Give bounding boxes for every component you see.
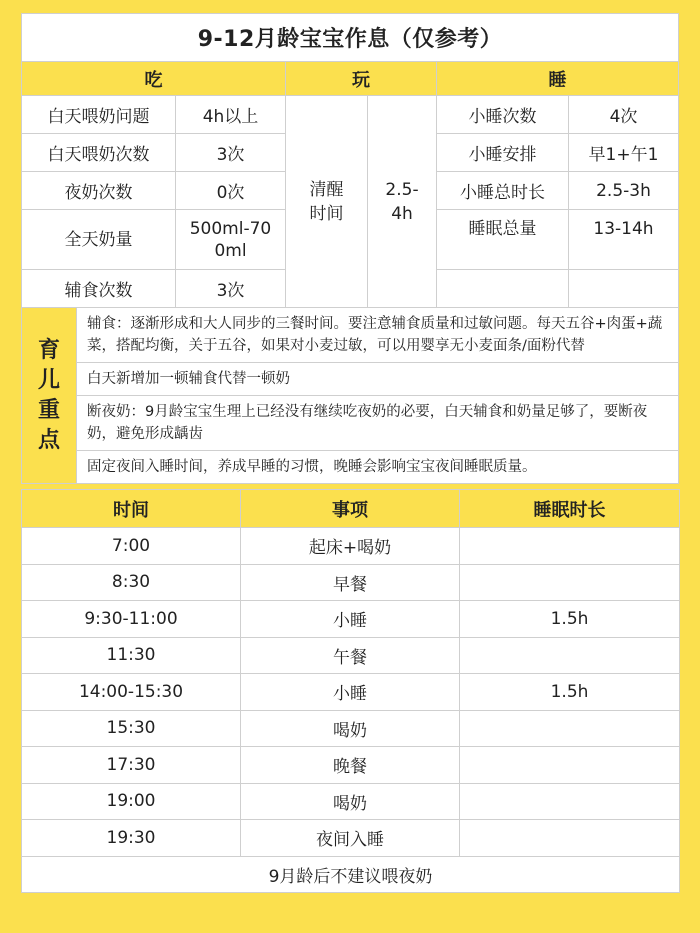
- item-cell: 早餐: [241, 564, 460, 601]
- time-cell: 14:00-15:30: [22, 674, 241, 711]
- parenting-focus-section: [21, 308, 679, 484]
- time-header: 时间: [22, 490, 241, 528]
- table-row: [22, 528, 680, 565]
- eat-label: 白天喂奶问题: [22, 96, 176, 134]
- sleep-cell: 1.5h: [460, 674, 680, 711]
- table-row: [22, 637, 680, 674]
- sleep-header: 睡: [437, 62, 679, 96]
- item-cell: 起床+喝奶: [241, 528, 460, 565]
- time-cell: 8:30: [22, 564, 241, 601]
- time-cell: 9:30-11:00: [22, 601, 241, 638]
- eat-value: 3次: [176, 270, 286, 308]
- schedule-header-row: [22, 490, 680, 528]
- item-cell: 喝奶: [241, 710, 460, 747]
- table-row: [22, 96, 679, 134]
- sleep-label: 睡眠总量: [437, 210, 569, 270]
- table-row: [22, 783, 680, 820]
- table-row: [22, 747, 680, 784]
- focus-item: 白天新增加一顿辅食代替一顿奶: [77, 363, 678, 396]
- eat-label: 夜奶次数: [22, 172, 176, 210]
- sleep-empty-cell: [569, 270, 679, 308]
- item-cell: 夜间入睡: [241, 820, 460, 857]
- eat-value: 3次: [176, 134, 286, 172]
- eat-label: 白天喂奶次数: [22, 134, 176, 172]
- eat-value: 0次: [176, 172, 286, 210]
- focus-item: 断夜奶：9月龄宝宝生理上已经没有继续吃夜奶的必要，白天辅食和奶量足够了，要断夜奶，避免形成龋齿: [77, 396, 678, 451]
- sleep-value: 4次: [569, 96, 679, 134]
- time-cell: 17:30: [22, 747, 241, 784]
- sleep-label: 小睡安排: [437, 134, 569, 172]
- time-cell: 7:00: [22, 528, 241, 565]
- time-cell: 19:00: [22, 783, 241, 820]
- sleep-value: 13-14h: [569, 210, 679, 270]
- sleep-label: 小睡总时长: [437, 172, 569, 210]
- table-row: [22, 674, 680, 711]
- sleep-cell: [460, 528, 680, 565]
- focus-label-text: 育儿重点: [37, 337, 60, 453]
- focus-item: 辅食：逐渐形成和大人同步的三餐时间。要注意辅食质量和过敏问题。每天五谷+肉蛋+蔬菜，搭配均衡，关于五谷，如果对小麦过敏，可以用婴享无小麦面条/面粉代替: [77, 308, 678, 363]
- table-row: [22, 710, 680, 747]
- time-cell: 11:30: [22, 637, 241, 674]
- sleep-cell: 1.5h: [460, 601, 680, 638]
- item-cell: 小睡: [241, 601, 460, 638]
- sleep-cell: [460, 820, 680, 857]
- sleep-empty-cell: [437, 270, 569, 308]
- sleep-duration-header: 睡眠时长: [460, 490, 680, 528]
- item-cell: 小睡: [241, 674, 460, 711]
- eat-header: 吃: [22, 62, 286, 96]
- page-title: 9-12月龄宝宝作息（仅参考）: [21, 13, 679, 61]
- eat-label: 全天奶量: [22, 210, 176, 270]
- sleep-cell: [460, 710, 680, 747]
- item-cell: 喝奶: [241, 783, 460, 820]
- item-cell: 晚餐: [241, 747, 460, 784]
- sleep-value: 2.5-3h: [569, 172, 679, 210]
- sleep-cell: [460, 564, 680, 601]
- sleep-cell: [460, 637, 680, 674]
- play-header: 玩: [286, 62, 437, 96]
- play-label-text: 清醒时间: [309, 179, 344, 224]
- time-cell: 19:30: [22, 820, 241, 857]
- schedule-footer-row: [22, 856, 680, 892]
- focus-item: 固定夜间入睡时间，养成早睡的习惯，晚睡会影响宝宝夜间睡眠质量。: [87, 459, 537, 475]
- schedule-table: [21, 489, 680, 893]
- sleep-cell: [460, 747, 680, 784]
- play-value-text: 2.5-4h: [385, 179, 419, 224]
- focus-label: [22, 308, 77, 483]
- table-row: [22, 601, 680, 638]
- eat-value-text: 500ml-700ml: [189, 218, 272, 261]
- eat-value: 4h以上: [176, 96, 286, 134]
- summary-table: [21, 61, 679, 308]
- item-cell: 午餐: [241, 637, 460, 674]
- eat-value: [176, 210, 286, 270]
- document-frame: [21, 13, 679, 893]
- table-row: [22, 820, 680, 857]
- table-row: [22, 564, 680, 601]
- play-label: [286, 96, 368, 308]
- item-header: 事项: [241, 490, 460, 528]
- sleep-cell: [460, 783, 680, 820]
- sleep-label: 小睡次数: [437, 96, 569, 134]
- play-value: [368, 96, 437, 308]
- sleep-value: 早1+午1: [569, 134, 679, 172]
- schedule-footer-note: 9月龄后不建议喂夜奶: [22, 856, 680, 892]
- summary-header-row: [22, 62, 679, 96]
- focus-items: [77, 308, 678, 483]
- time-cell: 15:30: [22, 710, 241, 747]
- eat-label: 辅食次数: [22, 270, 176, 308]
